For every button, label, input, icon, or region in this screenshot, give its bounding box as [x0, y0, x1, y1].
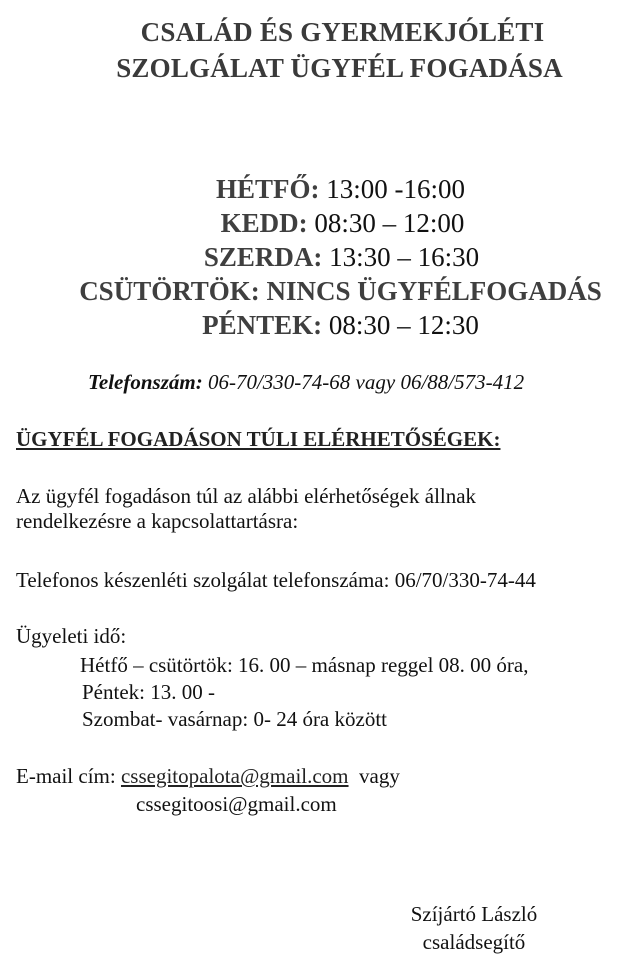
duty-item: Péntek: 13. 00 - — [82, 680, 215, 704]
intro-line-2: rendelkezésre a kapcsolattartásra: — [16, 509, 299, 533]
schedule-time: 13:30 – 16:30 — [329, 242, 480, 272]
phone-label: Telefonszám: — [88, 370, 203, 394]
schedule-row-monday — [0, 172, 633, 206]
contacts-heading: ÜGYFÉL FOGADÁSON TÚLI ELÉRHETŐSÉGEK: — [16, 427, 501, 451]
title-line-2: SZOLGÁLAT ÜGYFÉL FOGADÁSA — [116, 53, 563, 83]
email-label: E-mail cím: — [16, 764, 116, 788]
duty-title: Ügyeleti idő: — [16, 624, 127, 648]
phone-value: 06-70/330-74-68 vagy 06/88/573-412 — [207, 370, 525, 394]
schedule-day: KEDD: — [220, 208, 308, 238]
schedule-day: SZERDA: — [203, 242, 323, 272]
schedule-day: PÉNTEK: — [202, 310, 323, 340]
phone-line — [88, 370, 524, 395]
title-line-1: CSALÁD ÉS GYERMEKJÓLÉTI — [140, 17, 545, 47]
email-block — [16, 762, 400, 818]
page-title — [0, 14, 633, 86]
email-or: vagy — [359, 764, 400, 788]
duty-hours-list — [80, 652, 529, 733]
email-link-1[interactable]: cssegitopalota@gmail.com — [120, 764, 349, 788]
schedule-day: CSÜTÖRTÖK: NINCS ÜGYFÉLFOGADÁS — [79, 276, 602, 306]
signature-name: Szíjártó László — [410, 902, 538, 926]
schedule-row-wednesday — [0, 240, 633, 274]
intro-line-1: Az ügyfél fogadáson túl az alábbi elérhetőségek állnak — [16, 484, 477, 508]
duty-item: Hétfő – csütörtök: 16. 00 – másnap reggel 08. 00 óra, — [80, 653, 529, 677]
signature-role: családsegítő — [422, 930, 526, 954]
schedule-row-friday — [0, 308, 633, 342]
schedule-time: 13:00 -16:00 — [319, 174, 465, 204]
contacts-intro — [16, 484, 476, 534]
schedule-day: HÉTFŐ: — [215, 174, 320, 204]
schedule-time: 08:30 – 12:00 — [314, 208, 465, 238]
schedule-row-thursday — [0, 274, 633, 308]
email-link-2[interactable]: cssegitoosi@gmail.com — [136, 792, 337, 816]
reception-schedule — [0, 172, 633, 342]
schedule-row-tuesday — [0, 206, 633, 240]
crisis-phone: Telefonos készenléti szolgálat telefonszáma: 06/70/330-74-44 — [16, 568, 536, 592]
duty-item: Szombat- vasárnap: 0- 24 óra között — [82, 707, 387, 731]
signature — [396, 900, 552, 956]
schedule-time: 08:30 – 12:30 — [328, 310, 479, 340]
